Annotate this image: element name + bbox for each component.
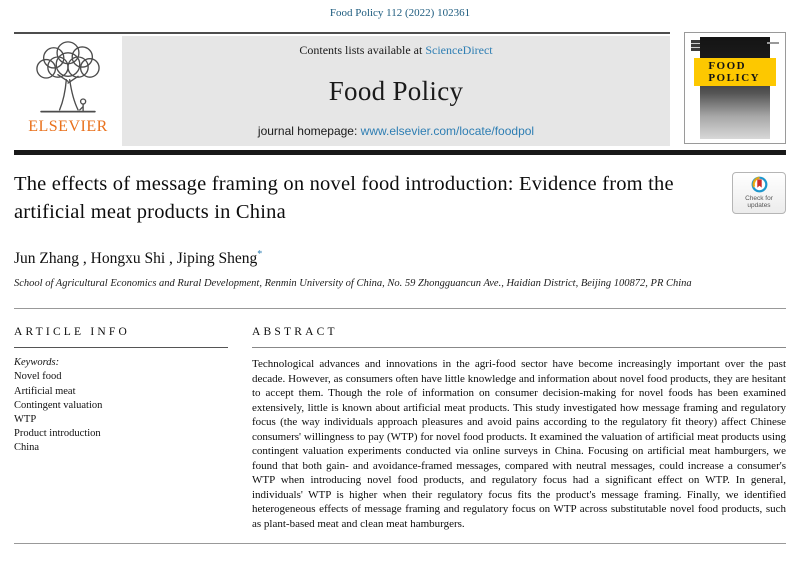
header-divider [14,150,786,155]
homepage-line [258,124,534,138]
homepage-url-link[interactable]: www.elsevier.com/locate/foodpol [360,124,535,138]
article-info-header: ARTICLE INFO [14,326,130,339]
check-for-updates-label: Check for updates [745,195,773,209]
keywords-label: Keywords: [14,357,60,369]
cover-title-line1: FOOD [708,60,747,73]
keywords-block [14,356,238,455]
abstract-header: ABSTRACT [252,326,338,339]
check-for-updates-badge[interactable] [732,172,786,214]
journal-citation: Food Policy 112 (2022) 102361 [329,7,471,19]
cover-crest-icon [691,40,700,51]
info-abstract-columns [14,326,786,531]
keyword-item: Novel food [14,371,62,383]
article-title: The effects of message framing on novel food introduction: Evidence from the artificial meat products in China [14,173,674,223]
crossmark-icon [750,175,769,194]
homepage-prefix: journal homepage: [257,124,361,138]
keyword-item: WTP [14,413,37,425]
title-row [14,170,786,226]
keyword-item: Product introduction [14,428,101,440]
masthead-main [14,32,670,146]
cover-gradient [700,37,770,139]
elsevier-tree-icon [26,38,110,118]
corresponding-author-marker[interactable]: * [257,249,263,260]
article-info-column [14,326,238,531]
elsevier-wordmark: ELSEVIER [28,118,108,135]
section-divider-bottom [14,543,786,544]
author-list [14,249,786,268]
abstract-rule [252,347,786,348]
cover-title-line2: POLICY [708,72,761,85]
section-divider-top [14,308,786,309]
journal-cover-art [689,37,781,139]
contents-prefix: Contents lists available at [299,43,426,57]
journal-cover-thumbnail [684,32,786,144]
sciencedirect-link[interactable]: ScienceDirect [425,43,493,57]
keyword-item: Contingent valuation [14,399,103,411]
article-info-rule [14,347,228,348]
contents-line [299,43,492,58]
cover-issn-text [767,42,779,44]
affiliation: School of Agricultural Economics and Rural Development, Renmin University of China, No. 59 Zhongguancun Ave., Haidian District, Beijing 100872, PR China [14,278,692,290]
journal-banner [122,36,670,146]
elsevier-logo [14,34,122,146]
keyword-item: China [14,442,40,454]
author-names: Jun Zhang , Hongxu Shi , Jiping Sheng [14,250,258,268]
abstract-text: Technological advances and innovations in the agri-food sector have become increasingly important over the past decade. However, as consumers often have little knowledge and information about novel food products, they are hesitant to accept them. Though the role of information on consumer decision-making for novel foods has been examined extensively, little is known about artificial meat products. This study investigated how message framing and regulatory focus (the way individuals approach pleasures and avoid pains according to the regulatory fit theory) affect Chinese consumers' willingness to pay (WTP) for novel food products. It examined the valuation of artificial meat products using contingent valuation experiments conducted via online surveys in China. Focusing on artificial meat hamburgers, we found that both gain- and avoidance-framed messages, compared with neutral messages, could increase a consumer's WTP when introducing novel food products, and regulatory focus had a significant effect on WTP. In general, individuals' WTP is higher when their regulatory focus fits the product's message framing. Finally, we identified heterogeneous effects of message framing and regulatory focus on WTP across substitutable novel food products, such as plant-based meat and clean meat hamburgers. [252,358,786,530]
journal-name: Food Policy [328,75,464,106]
keyword-item: Artificial meat [14,385,76,397]
cover-title-band [694,58,777,86]
abstract-column [252,326,786,531]
masthead [14,32,786,146]
